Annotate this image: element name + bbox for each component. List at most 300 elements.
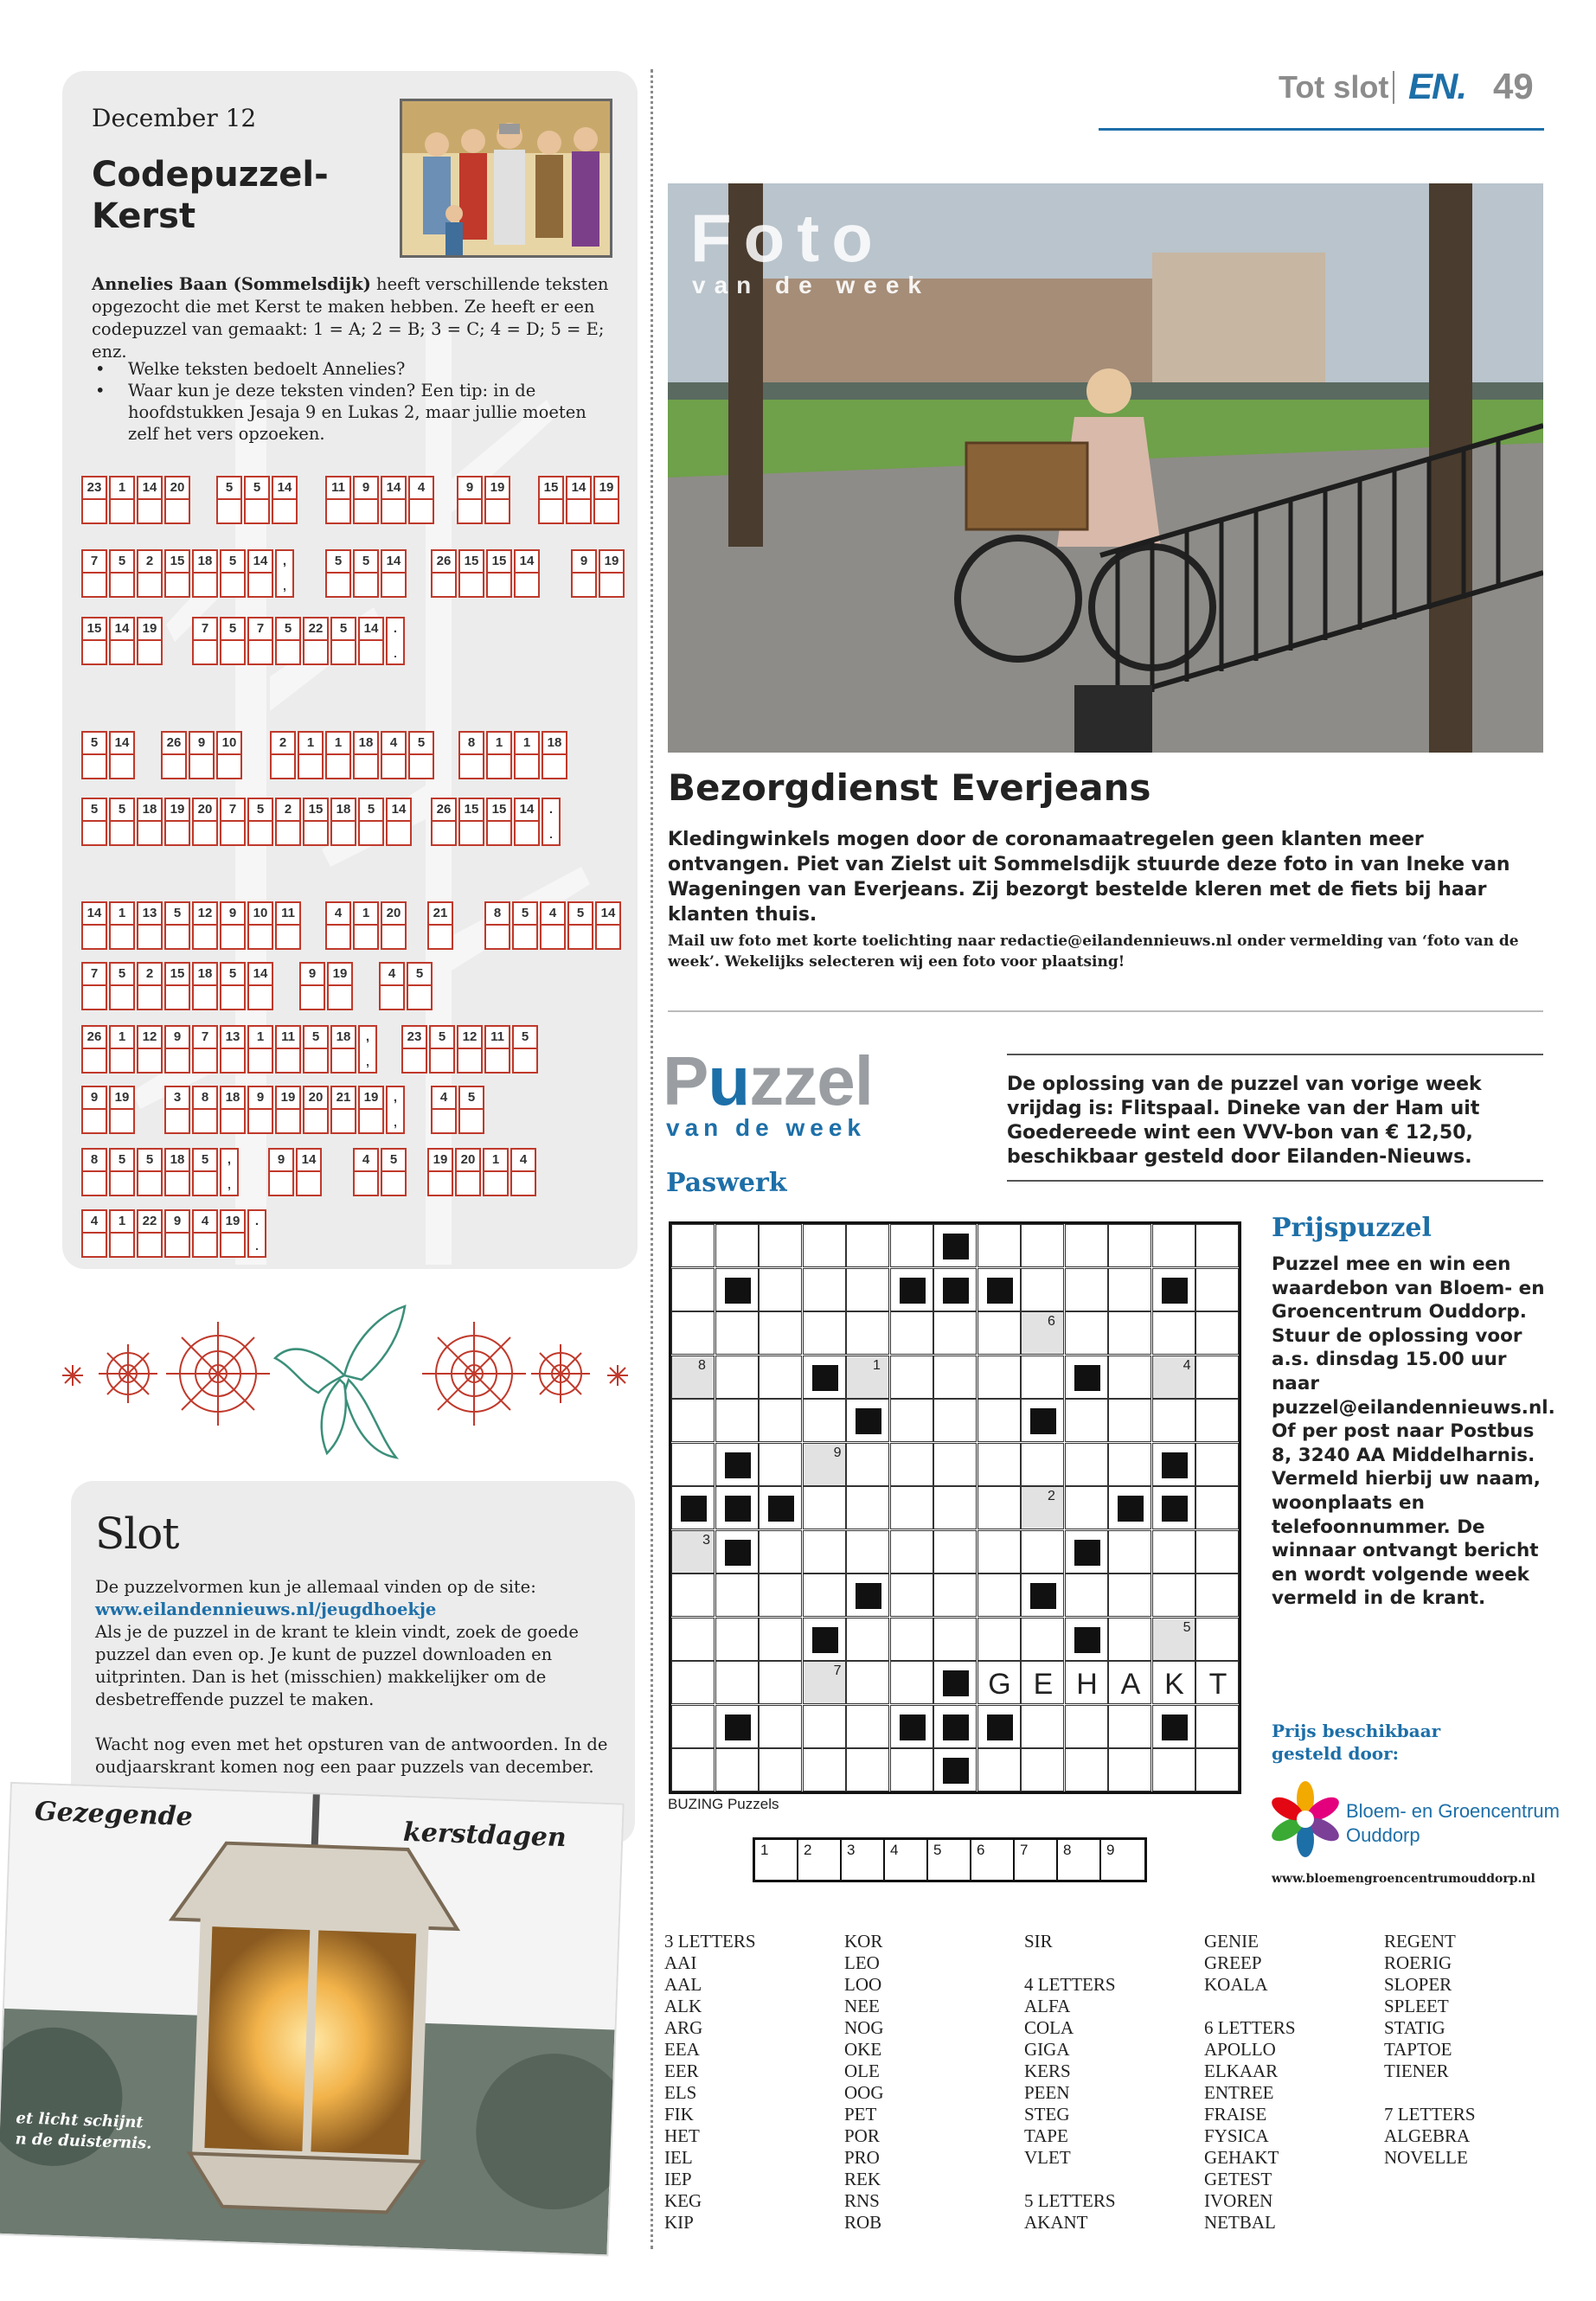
grid-cell[interactable] [671,1748,715,1791]
code-answer[interactable] [83,1234,106,1256]
code-cell[interactable] [510,1148,536,1196]
code-cell[interactable] [484,1025,510,1074]
grid-cell[interactable] [1195,1661,1239,1704]
solution-cell[interactable]: 3 [842,1840,885,1880]
grid-cell[interactable] [803,1748,846,1791]
code-answer[interactable] [458,1049,481,1072]
grid-cell[interactable] [1021,1268,1064,1311]
code-cell[interactable] [325,731,351,779]
code-cell[interactable] [325,476,351,524]
grid-cell[interactable] [1152,1399,1195,1442]
code-answer[interactable] [166,1172,189,1195]
code-answer[interactable] [458,500,481,522]
code-answer[interactable] [327,500,349,522]
code-answer[interactable] [304,641,327,663]
grid-cell[interactable] [933,1530,977,1574]
grid-cell[interactable] [1195,1530,1239,1574]
code-cell[interactable] [244,476,270,524]
code-cell[interactable] [275,549,294,598]
code-answer[interactable] [249,1049,272,1072]
code-cell[interactable] [538,476,564,524]
grid-cell[interactable] [1065,1748,1108,1791]
code-answer[interactable] [111,1172,133,1195]
code-cell[interactable] [137,798,163,846]
grid-cell[interactable] [1021,1618,1064,1661]
code-answer[interactable] [355,755,377,778]
code-cell[interactable] [137,962,163,1010]
code-cell[interactable] [161,731,187,779]
code-cell[interactable] [358,798,384,846]
code-answer[interactable] [388,822,410,844]
code-cell[interactable] [427,901,453,950]
grid-cell[interactable] [1152,1661,1195,1704]
code-answer[interactable] [573,574,595,596]
code-cell[interactable] [353,1148,379,1196]
grid-cell[interactable] [671,1356,715,1399]
code-cell[interactable] [330,617,356,665]
code-answer[interactable] [433,1110,455,1132]
code-cell[interactable] [164,1148,190,1196]
grid-cell[interactable] [977,1748,1021,1791]
grid-cell[interactable] [1065,1268,1108,1311]
grid-cell[interactable] [977,1574,1021,1617]
code-cell[interactable] [358,1025,377,1074]
grid-cell[interactable] [890,1574,933,1617]
code-cell[interactable] [567,901,593,950]
code-answer[interactable] [249,574,272,596]
solution-cell[interactable]: 7 [1015,1840,1058,1880]
code-answer[interactable] [166,986,189,1009]
code-cell[interactable] [381,901,407,950]
code-cell[interactable] [408,731,434,779]
code-answer[interactable] [221,641,244,663]
code-cell[interactable] [216,731,242,779]
solution-cell[interactable]: 5 [928,1840,971,1880]
grid-cell[interactable] [977,1443,1021,1486]
code-answer[interactable] [304,1110,327,1132]
code-answer[interactable] [597,926,619,948]
code-answer[interactable] [138,926,161,948]
solution-cell[interactable]: 2 [798,1840,842,1880]
code-cell[interactable] [220,798,246,846]
grid-cell[interactable] [1195,1356,1239,1399]
grid-cell[interactable] [671,1705,715,1748]
code-cell[interactable] [220,962,246,1010]
code-answer[interactable] [431,1049,453,1072]
code-answer[interactable] [83,822,106,844]
grid-cell[interactable] [933,1399,977,1442]
grid-cell[interactable] [890,1530,933,1574]
code-cell[interactable] [109,798,135,846]
grid-cell[interactable] [977,1356,1021,1399]
code-answer[interactable] [194,1110,216,1132]
code-cell[interactable] [220,1209,246,1258]
code-answer[interactable] [83,926,106,948]
code-answer[interactable] [83,1110,106,1132]
code-answer[interactable] [83,641,106,663]
code-cell[interactable] [81,731,107,779]
grid-cell[interactable] [1195,1618,1239,1661]
grid-cell[interactable] [1021,1661,1064,1704]
grid-cell[interactable] [977,1399,1021,1442]
code-answer[interactable] [488,822,510,844]
code-cell[interactable] [407,962,433,1010]
grid-cell[interactable] [890,1661,933,1704]
code-cell[interactable] [514,798,540,846]
code-cell[interactable] [220,1148,239,1196]
code-answer[interactable] [460,574,483,596]
code-answer[interactable] [218,755,240,778]
code-cell[interactable] [381,1148,407,1196]
code-answer[interactable] [111,755,133,778]
code-cell[interactable] [431,1086,457,1134]
code-cell[interactable] [484,476,510,524]
code-cell[interactable] [427,1148,453,1196]
code-answer[interactable] [277,1110,299,1132]
code-answer[interactable] [194,1234,216,1256]
code-answer[interactable] [166,1049,189,1072]
grid-cell[interactable] [977,1311,1021,1355]
code-answer[interactable]: , [365,1052,370,1069]
code-answer[interactable] [457,1172,479,1195]
code-cell[interactable] [455,1148,481,1196]
grid-cell[interactable] [803,1661,846,1704]
code-answer[interactable]: . [393,644,398,661]
code-answer[interactable] [410,755,433,778]
code-cell[interactable] [192,1086,218,1134]
code-cell[interactable] [81,1148,107,1196]
grid-cell[interactable] [1152,1311,1195,1355]
code-cell[interactable] [571,549,597,598]
code-answer[interactable] [194,986,216,1009]
code-answer[interactable] [194,574,216,596]
code-answer[interactable] [304,822,327,844]
code-answer[interactable] [190,755,213,778]
grid-cell[interactable] [933,1356,977,1399]
code-cell[interactable] [358,617,384,665]
code-answer[interactable] [403,1049,426,1072]
code-cell[interactable] [220,617,246,665]
code-answer[interactable] [327,755,349,778]
grid-cell[interactable] [803,1486,846,1529]
grid-cell[interactable] [1108,1705,1151,1748]
code-answer[interactable] [355,574,377,596]
grid-cell[interactable] [1195,1705,1239,1748]
grid-cell[interactable] [1108,1530,1151,1574]
code-cell[interactable] [512,901,538,950]
grid-cell[interactable] [1195,1268,1239,1311]
code-cell[interactable] [512,1025,538,1074]
code-cell[interactable] [303,1025,329,1074]
code-cell[interactable] [109,1209,135,1258]
solution-cell[interactable]: 8 [1058,1840,1101,1880]
code-cell[interactable] [540,901,566,950]
code-answer[interactable] [298,1172,320,1195]
code-cell[interactable] [514,731,540,779]
code-answer[interactable] [111,500,133,522]
grid-cell[interactable] [1108,1311,1151,1355]
grid-cell[interactable] [1108,1268,1151,1311]
grid-cell[interactable] [1065,1443,1108,1486]
code-cell[interactable] [275,1086,301,1134]
grid-cell[interactable] [846,1705,889,1748]
solution-cell[interactable]: 9 [1106,1842,1115,1858]
code-cell[interactable] [330,798,356,846]
code-answer[interactable] [486,1049,509,1072]
code-answer[interactable]: . [254,1236,260,1253]
code-cell[interactable] [483,1148,509,1196]
code-answer[interactable] [542,926,564,948]
code-cell[interactable] [303,1086,329,1134]
code-answer[interactable] [433,822,455,844]
grid-cell[interactable] [671,1530,715,1574]
grid-cell[interactable] [1108,1224,1151,1267]
code-answer[interactable] [111,822,133,844]
code-answer[interactable] [569,926,592,948]
code-cell[interactable] [192,901,218,950]
grid-cell[interactable] [1065,1486,1108,1529]
grid-cell[interactable] [715,1224,759,1267]
code-answer[interactable] [138,500,161,522]
code-cell[interactable] [192,549,218,598]
code-cell[interactable] [81,617,107,665]
code-answer[interactable] [166,574,189,596]
code-answer[interactable] [194,1049,216,1072]
grid-cell[interactable] [1065,1705,1108,1748]
code-answer[interactable] [249,1110,272,1132]
code-answer[interactable] [516,755,538,778]
grid-cell[interactable] [715,1618,759,1661]
code-cell[interactable] [164,1086,190,1134]
code-cell[interactable] [275,1025,301,1074]
code-cell[interactable] [353,476,379,524]
code-answer[interactable] [249,986,272,1009]
grid-cell[interactable] [933,1311,977,1355]
code-cell[interactable] [137,476,163,524]
code-cell[interactable] [189,731,215,779]
code-cell[interactable] [247,798,273,846]
grid-cell[interactable] [671,1661,715,1704]
code-cell[interactable] [330,1025,356,1074]
grid-cell[interactable] [759,1399,802,1442]
grid-cell[interactable] [671,1574,715,1617]
code-cell[interactable] [327,962,353,1010]
code-cell[interactable] [486,798,512,846]
code-answer[interactable] [360,822,382,844]
code-cell[interactable] [431,798,457,846]
grid-cell[interactable] [1152,1574,1195,1617]
code-answer[interactable] [408,986,431,1009]
code-cell[interactable] [566,476,592,524]
code-cell[interactable] [81,1025,107,1074]
grid-cell[interactable] [671,1268,715,1311]
code-answer[interactable] [138,1234,161,1256]
code-cell[interactable] [330,1086,356,1134]
code-cell[interactable] [247,1209,266,1258]
code-answer[interactable] [218,500,240,522]
grid-cell[interactable] [1152,1748,1195,1791]
code-cell[interactable] [457,1025,483,1074]
code-cell[interactable] [408,476,434,524]
code-answer[interactable] [111,641,133,663]
grid-cell[interactable] [933,1486,977,1529]
grid-cell[interactable] [1021,1224,1064,1267]
code-cell[interactable] [303,617,329,665]
code-cell[interactable] [484,901,510,950]
code-answer[interactable] [166,500,189,522]
code-answer[interactable] [382,1172,405,1195]
code-answer[interactable] [516,574,538,596]
code-answer[interactable] [277,1049,299,1072]
grid-cell[interactable] [1021,1530,1064,1574]
code-cell[interactable] [299,962,325,1010]
code-cell[interactable] [486,731,512,779]
code-answer[interactable] [277,641,299,663]
code-cell[interactable] [192,1025,218,1074]
code-cell[interactable] [514,549,540,598]
code-answer[interactable] [460,1110,483,1132]
code-answer[interactable] [329,986,351,1009]
grid-cell[interactable] [1065,1224,1108,1267]
code-answer[interactable] [138,1172,161,1195]
code-cell[interactable] [381,731,407,779]
code-answer[interactable] [355,500,377,522]
grid-cell[interactable] [759,1443,802,1486]
code-cell[interactable] [595,901,621,950]
code-cell[interactable] [381,476,407,524]
code-answer[interactable] [194,926,216,948]
code-cell[interactable] [358,1086,384,1134]
grid-cell[interactable] [1065,1311,1108,1355]
code-answer[interactable] [221,1049,244,1072]
code-cell[interactable] [109,1148,135,1196]
code-cell[interactable] [458,798,484,846]
code-cell[interactable] [429,1025,455,1074]
code-cell[interactable] [379,962,405,1010]
code-cell[interactable] [192,1148,218,1196]
code-cell[interactable] [458,731,484,779]
code-cell[interactable] [192,1209,218,1258]
grid-cell[interactable] [977,1618,1021,1661]
code-cell[interactable] [353,731,379,779]
grid-cell[interactable] [759,1311,802,1355]
code-answer[interactable] [194,822,216,844]
code-answer[interactable] [355,926,377,948]
code-cell[interactable] [81,901,107,950]
code-answer[interactable] [221,1234,244,1256]
code-answer[interactable] [277,926,299,948]
code-answer[interactable] [272,755,294,778]
grid-cell[interactable] [1195,1224,1239,1267]
code-answer[interactable] [514,1049,536,1072]
code-answer[interactable] [433,574,455,596]
grid-cell[interactable] [803,1443,846,1486]
code-answer[interactable] [83,1172,106,1195]
code-answer[interactable] [600,574,623,596]
code-cell[interactable] [247,549,273,598]
code-answer[interactable] [486,500,509,522]
code-answer[interactable] [327,926,349,948]
grid-cell[interactable] [846,1661,889,1704]
code-cell[interactable] [325,901,351,950]
code-answer[interactable] [249,822,272,844]
grid-cell[interactable] [846,1224,889,1267]
grid-cell[interactable] [759,1268,802,1311]
code-cell[interactable] [272,476,298,524]
code-cell[interactable] [81,798,107,846]
code-answer[interactable] [111,986,133,1009]
grid-cell[interactable] [846,1486,889,1529]
code-cell[interactable] [81,476,107,524]
code-cell[interactable] [137,901,163,950]
code-cell[interactable] [593,476,619,524]
code-cell[interactable] [353,549,379,598]
code-answer[interactable] [221,574,244,596]
grid-cell[interactable] [890,1748,933,1791]
code-answer[interactable] [249,926,272,948]
code-cell[interactable] [386,798,412,846]
code-cell[interactable] [164,901,190,950]
code-answer[interactable] [381,986,403,1009]
code-answer[interactable] [332,1049,355,1072]
grid-cell[interactable] [846,1618,889,1661]
code-answer[interactable] [488,755,510,778]
code-cell[interactable] [298,731,324,779]
grid-cell[interactable] [759,1574,802,1617]
code-answer[interactable] [83,1049,106,1072]
code-answer[interactable] [382,500,405,522]
grid-cell[interactable] [671,1311,715,1355]
code-cell[interactable] [599,549,625,598]
code-cell[interactable] [109,549,135,598]
code-cell[interactable] [137,1148,163,1196]
code-cell[interactable] [81,1086,107,1134]
code-cell[interactable] [270,731,296,779]
code-answer[interactable] [138,641,161,663]
code-answer[interactable] [138,986,161,1009]
grid-cell[interactable] [759,1748,802,1791]
code-answer[interactable] [83,574,106,596]
code-answer[interactable] [138,822,161,844]
grid-cell[interactable] [977,1224,1021,1267]
grid-cell[interactable] [1152,1530,1195,1574]
code-cell[interactable] [542,798,561,846]
code-cell[interactable] [303,798,329,846]
grid-cell[interactable] [715,1748,759,1791]
grid-cell[interactable] [803,1268,846,1311]
code-answer[interactable] [429,926,452,948]
code-cell[interactable] [247,617,273,665]
code-answer[interactable] [221,1110,244,1132]
grid-cell[interactable] [1152,1618,1195,1661]
code-cell[interactable] [296,1148,322,1196]
code-answer[interactable]: , [227,1175,232,1192]
code-cell[interactable] [137,549,163,598]
code-answer[interactable] [360,1110,382,1132]
grid-cell[interactable] [715,1399,759,1442]
code-cell[interactable] [458,549,484,598]
code-answer[interactable]: , [282,576,287,593]
grid-cell[interactable] [933,1574,977,1617]
grid-cell[interactable] [890,1224,933,1267]
grid-cell[interactable] [803,1399,846,1442]
code-answer[interactable] [484,1172,507,1195]
grid-cell[interactable] [846,1356,889,1399]
grid-cell[interactable] [846,1268,889,1311]
grid-cell[interactable] [1108,1661,1151,1704]
code-answer[interactable] [221,986,244,1009]
code-cell[interactable] [164,798,190,846]
